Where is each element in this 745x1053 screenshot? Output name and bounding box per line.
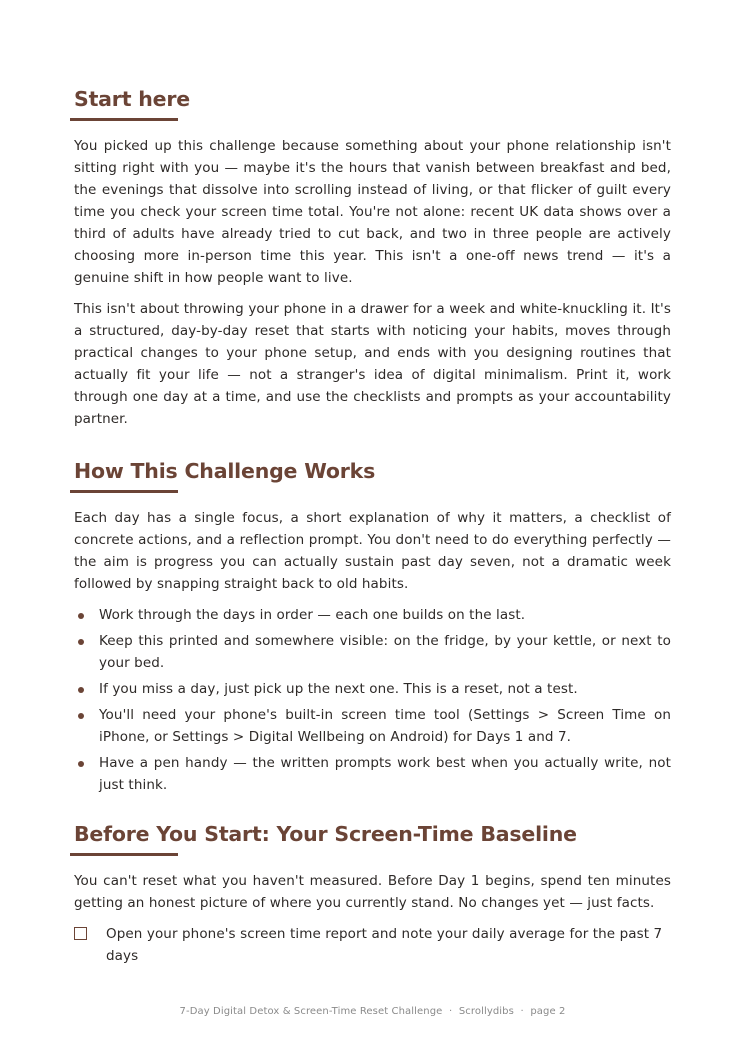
bullet-icon bbox=[78, 713, 84, 719]
section-title: Start here bbox=[74, 87, 190, 111]
section-start-here bbox=[74, 86, 671, 439]
title-underline bbox=[70, 118, 178, 121]
list-item-text: Keep this printed and somewhere visible: on the fridge, by your kettle, or next to your bed. bbox=[99, 633, 671, 671]
paragraph: This isn't about throwing your phone in a drawer for a week and white-knuckling it. It's a structured, day-by-day reset that starts with noticing your habits, moves through practical changes to your phone setup, and ends with you designing routines that actually fit your life — not a stranger's idea of digital minimalism. Print it, work through one day at a time, and use the checklists and prompts as your accountability partner. bbox=[74, 301, 671, 427]
bullet-icon bbox=[78, 761, 84, 767]
paragraph: Each day has a single focus, a short explanation of why it matters, a checklist of concrete actions, and a reflection prompt. You don't need to do everything perfectly — the aim is progress you can actually sustain past day seven, not a dramatic week followed by snapping straight back to old habits. bbox=[74, 510, 671, 592]
page-footer: 7-Day Digital Detox & Screen-Time Reset Challenge · Scrollydibs · page 2 bbox=[179, 1006, 566, 1017]
bullet-icon bbox=[78, 639, 84, 645]
list-item-text: If you miss a day, just pick up the next one. This is a reset, not a test. bbox=[99, 681, 578, 697]
paragraph: You picked up this challenge because something about your phone relationship isn't sitting right with you — maybe it's the hours that vanish between breakfast and bed, the evenings that dissolve into scrolling instead of living, or that flicker of guilt every time you check your screen time total. You're not alone: recent UK data shows over a third of adults have already tried to cut back, and two in three people are actively choosing more in-person time this year. This isn't a one-off news trend — it's a genuine shift in how people want to live. bbox=[74, 138, 671, 286]
list-item bbox=[74, 752, 671, 796]
list-item bbox=[74, 678, 671, 700]
section-title: How This Challenge Works bbox=[74, 459, 376, 483]
section-how-it-works bbox=[74, 458, 671, 800]
checklist-item-text: Open your phone's screen time report and note your daily average for the past 7 days bbox=[106, 926, 663, 964]
bullet-icon bbox=[78, 687, 84, 693]
list-item-text: Have a pen handy — the written prompts work best when you actually write, not just think. bbox=[99, 755, 671, 793]
bullet-icon bbox=[78, 613, 84, 619]
paragraph: You can't reset what you haven't measured. Before Day 1 begins, spend ten minutes getting an honest picture of where you currently stand. No changes yet — just facts. bbox=[74, 873, 671, 911]
title-underline bbox=[70, 853, 178, 856]
list-item-text: Work through the days in order — each one builds on the last. bbox=[99, 607, 526, 623]
section-baseline bbox=[74, 821, 671, 967]
section-title: Before You Start: Your Screen-Time Baseline bbox=[74, 822, 577, 846]
list-item-text: You'll need your phone's built-in screen time tool (Settings > Screen Time on iPhone, or Settings > Digital Wellbeing on Android) for Days 1 and 7. bbox=[99, 707, 671, 745]
list-item bbox=[74, 604, 671, 626]
checklist-item bbox=[74, 923, 671, 967]
title-underline bbox=[70, 490, 178, 493]
list-item bbox=[74, 630, 671, 674]
bullet-list bbox=[74, 604, 671, 796]
checkbox-icon[interactable] bbox=[74, 927, 87, 940]
list-item bbox=[74, 704, 671, 748]
